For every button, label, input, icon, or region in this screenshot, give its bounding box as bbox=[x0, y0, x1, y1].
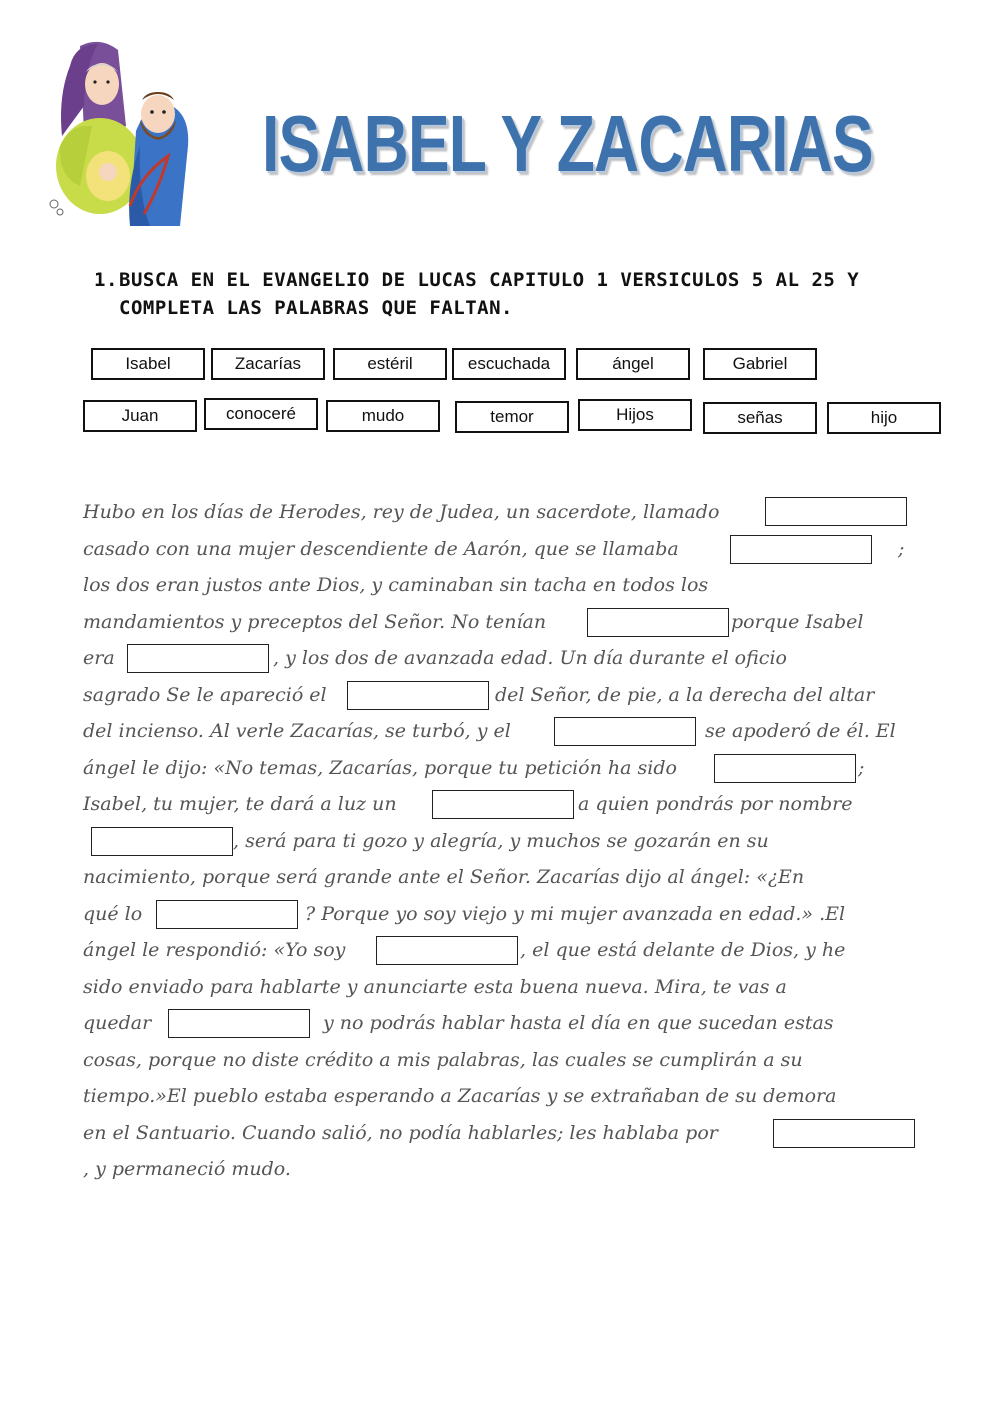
passage-line bbox=[83, 1078, 913, 1115]
passage-text: qué lo bbox=[83, 902, 143, 925]
passage-text: Isabel, tu mujer, te dará a luz un bbox=[83, 793, 397, 815]
blank-11[interactable] bbox=[376, 936, 518, 965]
passage-text: , y los dos de avanzada edad. Un día durante el oficio bbox=[273, 647, 787, 669]
passage-text: sagrado Se le apareció el bbox=[83, 683, 327, 706]
instruction bbox=[94, 266, 894, 322]
word-box-angel[interactable]: ángel bbox=[576, 348, 690, 380]
blank-3[interactable] bbox=[587, 608, 729, 637]
isabel-zacarias-illustration bbox=[40, 36, 210, 231]
passage-line bbox=[83, 896, 913, 933]
passage-line bbox=[83, 1042, 913, 1079]
passage-text: ; bbox=[858, 756, 865, 779]
word-box-gabriel[interactable]: Gabriel bbox=[703, 348, 817, 380]
passage-text: y no podrás hablar hasta el día en que sucedan estas bbox=[323, 1012, 834, 1034]
blank-4[interactable] bbox=[127, 644, 269, 673]
passage-text: tiempo.»El pueblo estaba esperando a Zacarías y se extrañaban de su demora bbox=[83, 1085, 837, 1107]
passage-line bbox=[83, 531, 913, 568]
passage-text: del incienso. Al verle Zacarías, se turbó, y el bbox=[83, 720, 511, 742]
passage-text: quedar bbox=[83, 1012, 152, 1034]
passage-text: porque Isabel bbox=[731, 610, 864, 633]
passage bbox=[83, 494, 913, 1188]
passage-line bbox=[83, 567, 913, 604]
blank-9[interactable] bbox=[91, 827, 233, 856]
passage-text: en el Santuario. Cuando salió, no podía hablarles; les hablaba por bbox=[83, 1121, 718, 1144]
word-box-isabel[interactable]: Isabel bbox=[91, 348, 205, 380]
passage-line bbox=[83, 932, 913, 969]
passage-text: a quien pondrás por nombre bbox=[578, 793, 853, 815]
word-box-mudo[interactable]: mudo bbox=[326, 400, 440, 432]
passage-text: casado con una mujer descendiente de Aarón, que se llamaba bbox=[83, 537, 679, 560]
passage-text: los dos eran justos ante Dios, y caminaban sin tacha en todos los bbox=[83, 574, 709, 596]
instruction-text: BUSCA EN EL EVANGELIO DE LUCAS CAPITULO 1 VERSICULOS 5 AL 25 Y COMPLETA LAS PALABRAS QUE FALTAN. bbox=[119, 269, 860, 319]
passage-line bbox=[83, 604, 913, 641]
passage-line bbox=[83, 640, 913, 677]
word-box-conocere[interactable]: conoceré bbox=[204, 398, 318, 430]
blank-2[interactable] bbox=[730, 535, 872, 564]
passage-text: del Señor, de pie, a la derecha del altar bbox=[495, 683, 875, 706]
blank-7[interactable] bbox=[714, 754, 856, 783]
word-box-juan[interactable]: Juan bbox=[83, 400, 197, 432]
passage-text: , será para ti gozo y alegría, y muchos se gozarán en su bbox=[233, 829, 769, 852]
word-box-esteril[interactable]: estéril bbox=[333, 348, 447, 380]
passage-text: mandamientos y preceptos del Señor. No tenían bbox=[83, 610, 547, 633]
passage-text: ángel le dijo: «No temas, Zacarías, porque tu petición ha sido bbox=[83, 756, 677, 779]
passage-text: se apoderó de él. El bbox=[705, 720, 896, 742]
blank-1[interactable] bbox=[765, 497, 907, 526]
passage-line bbox=[83, 750, 913, 787]
blank-13[interactable] bbox=[773, 1119, 915, 1148]
page-title: ISABEL Y ZACARIAS bbox=[262, 99, 873, 188]
word-box-hijo[interactable]: hijo bbox=[827, 402, 941, 434]
blank-5[interactable] bbox=[347, 681, 489, 710]
passage-line bbox=[83, 823, 913, 860]
passage-line bbox=[83, 1151, 913, 1188]
passage-line bbox=[83, 713, 913, 750]
passage-text: sido enviado para hablarte y anunciarte esta buena nueva. Mira, te vas a bbox=[83, 975, 787, 998]
blank-6[interactable] bbox=[554, 717, 696, 746]
passage-text: , y permaneció mudo. bbox=[83, 1158, 291, 1180]
word-box-hijos[interactable]: Hijos bbox=[578, 399, 692, 431]
passage-line bbox=[83, 677, 913, 714]
blank-12[interactable] bbox=[168, 1009, 310, 1038]
blank-8[interactable] bbox=[432, 790, 574, 819]
word-box-zacarias[interactable]: Zacarías bbox=[211, 348, 325, 380]
passage-line bbox=[83, 1115, 913, 1152]
passage-line bbox=[83, 859, 913, 896]
instruction-number: 1. bbox=[94, 269, 118, 291]
blank-10[interactable] bbox=[156, 900, 298, 929]
passage-text: , el que está delante de Dios, y he bbox=[520, 939, 846, 961]
word-box-senas[interactable]: señas bbox=[703, 402, 817, 434]
passage-text: Hubo en los días de Herodes, rey de Judea, un sacerdote, llamado bbox=[83, 501, 720, 523]
passage-text: nacimiento, porque será grande ante el Señor. Zacarías dijo al ángel: «¿En bbox=[83, 866, 805, 888]
passage-line bbox=[83, 494, 913, 531]
passage-text: ángel le respondió: «Yo soy bbox=[83, 939, 346, 961]
word-box-temor[interactable]: temor bbox=[455, 401, 569, 433]
passage-text: era bbox=[83, 647, 115, 669]
passage-text: ; bbox=[898, 537, 905, 560]
passage-line bbox=[83, 1005, 913, 1042]
word-box-escuchada[interactable]: escuchada bbox=[452, 348, 566, 380]
passage-line bbox=[83, 969, 913, 1006]
passage-line bbox=[83, 786, 913, 823]
passage-text: ? Porque yo soy viejo y mi mujer avanzada en edad.» .El bbox=[305, 902, 846, 925]
passage-text: cosas, porque no diste crédito a mis palabras, las cuales se cumplirán a su bbox=[83, 1048, 803, 1071]
